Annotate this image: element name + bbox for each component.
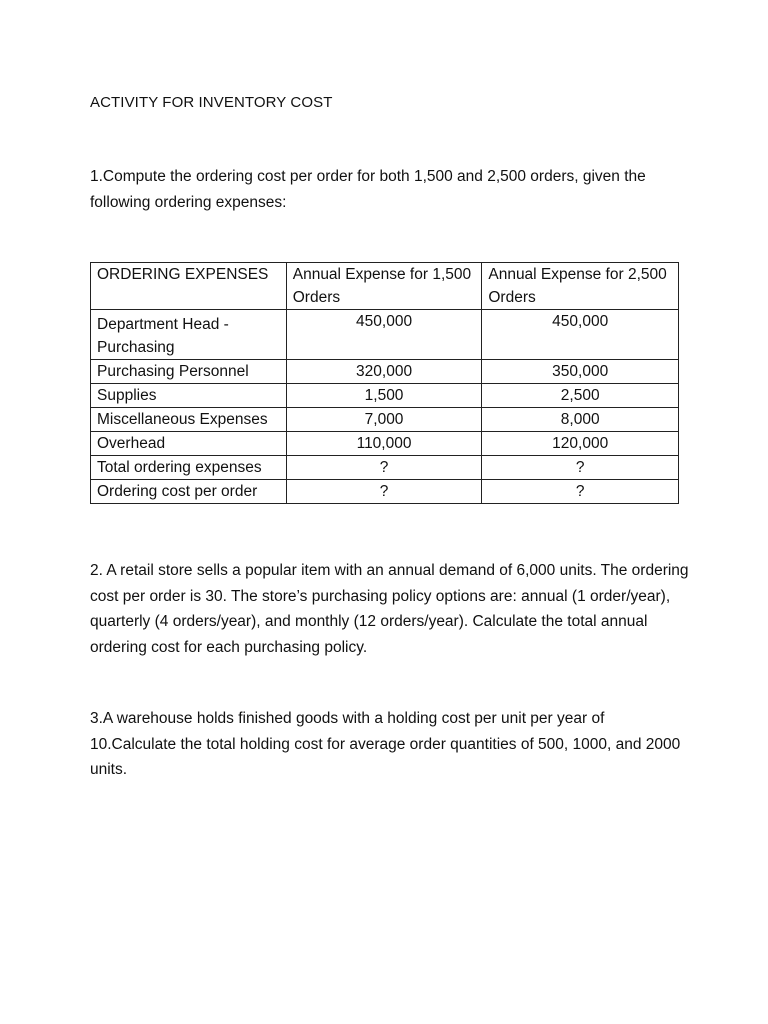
row-value-2500: 2,500 <box>482 384 679 408</box>
row-label: Supplies <box>91 384 287 408</box>
row-value-1500: 450,000 <box>286 310 482 360</box>
row-value-2500: 450,000 <box>482 310 679 360</box>
header-expense-2500: Annual Expense for 2,500 Orders <box>482 263 679 310</box>
row-value-2500: 120,000 <box>482 432 679 456</box>
row-value-1500: 1,500 <box>286 384 482 408</box>
row-value-2500: ? <box>482 480 679 504</box>
question-2: 2. A retail store sells a popular item with an annual demand of 6,000 units. The ordering cost per order is 30. The store’s purchasing policy options are: annual (1 order/year), quarterly (4 orders/year), and monthly (12 orders/year). Calculate the total annual ordering cost for each purchasing policy. <box>90 562 689 656</box>
ordering-expenses-table <box>90 262 679 504</box>
row-label: Ordering cost per order <box>91 480 287 504</box>
document-title: ACTIVITY FOR INVENTORY COST <box>90 94 333 111</box>
question-1: 1.Compute the ordering cost per order for both 1,500 and 2,500 orders, given the following ordering expenses: <box>90 168 646 211</box>
table-row <box>91 408 679 432</box>
row-label: Miscellaneous Expenses <box>91 408 287 432</box>
header-ordering-expenses: ORDERING EXPENSES <box>91 263 287 310</box>
table-row <box>91 384 679 408</box>
row-value-2500: 350,000 <box>482 360 679 384</box>
header-expense-1500: Annual Expense for 1,500 Orders <box>286 263 482 310</box>
row-value-2500: 8,000 <box>482 408 679 432</box>
question-3: 3.A warehouse holds finished goods with a holding cost per unit per year of 10.Calculate the total holding cost for average order quantities of 500, 1000, and 2000 units. <box>90 710 681 778</box>
row-value-1500: 110,000 <box>286 432 482 456</box>
row-label: Department Head - Purchasing <box>91 310 287 360</box>
row-value-1500: ? <box>286 456 482 480</box>
table-row <box>91 480 679 504</box>
table-header-row <box>91 263 679 310</box>
row-value-2500: ? <box>482 456 679 480</box>
table-row <box>91 310 679 360</box>
table-row <box>91 360 679 384</box>
row-label: Overhead <box>91 432 287 456</box>
row-value-1500: ? <box>286 480 482 504</box>
row-label: Purchasing Personnel <box>91 360 287 384</box>
row-value-1500: 320,000 <box>286 360 482 384</box>
table-row <box>91 432 679 456</box>
table-row <box>91 456 679 480</box>
row-label: Total ordering expenses <box>91 456 287 480</box>
row-value-1500: 7,000 <box>286 408 482 432</box>
